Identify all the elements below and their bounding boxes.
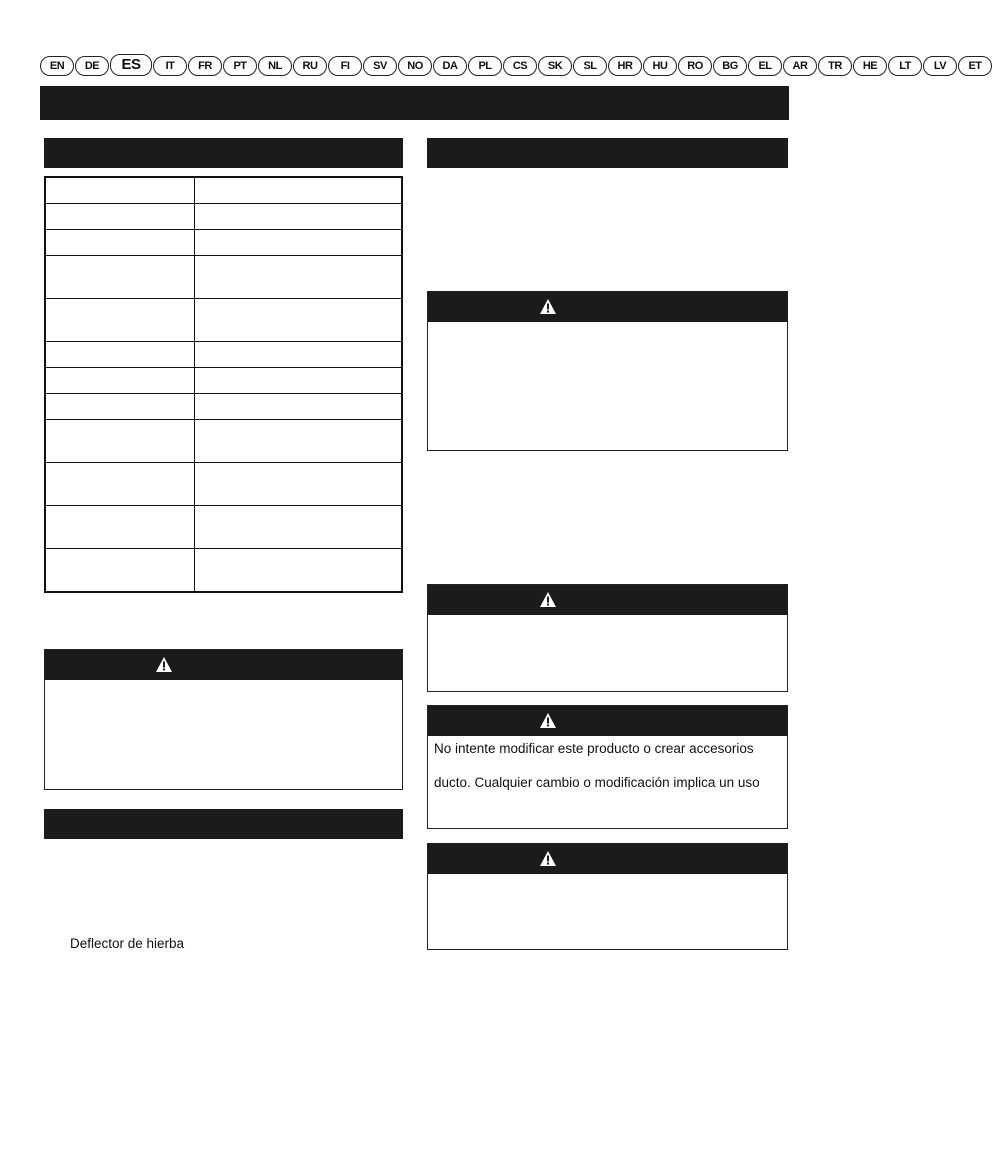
language-option-ar[interactable]: AR: [783, 56, 817, 76]
language-option-it[interactable]: IT: [153, 56, 187, 76]
section-header-bar: [427, 138, 788, 168]
language-option-nl[interactable]: NL: [258, 56, 292, 76]
language-option-en[interactable]: EN: [40, 56, 74, 76]
warning-triangle-icon: [155, 656, 173, 673]
warning-header: [428, 292, 787, 322]
language-option-pl[interactable]: PL: [468, 56, 502, 76]
warning-header: [428, 844, 787, 874]
warning-header: [428, 706, 787, 736]
warning-text-line: No intente modificar este producto o crear accesorios: [434, 741, 754, 756]
warning-triangle-icon: [539, 850, 557, 867]
language-option-fi[interactable]: FI: [328, 56, 362, 76]
language-option-sl[interactable]: SL: [573, 56, 607, 76]
warning-header: [428, 585, 787, 615]
language-option-hr[interactable]: HR: [608, 56, 642, 76]
specifications-header-bar: [44, 138, 403, 168]
warning-box: [44, 649, 403, 790]
language-option-bg[interactable]: BG: [713, 56, 747, 76]
language-option-de[interactable]: DE: [75, 56, 109, 76]
warning-box-modification: [427, 705, 788, 829]
table-row: [46, 256, 401, 299]
language-option-cs[interactable]: CS: [503, 56, 537, 76]
language-option-fr[interactable]: FR: [188, 56, 222, 76]
language-option-no[interactable]: NO: [398, 56, 432, 76]
table-row: [46, 230, 401, 256]
warning-text-line: ducto. Cualquier cambio o modificación implica un uso: [434, 775, 760, 790]
table-row: [46, 420, 401, 463]
language-option-sv[interactable]: SV: [363, 56, 397, 76]
language-selector: [40, 56, 992, 78]
warning-box: [427, 843, 788, 950]
language-option-sk[interactable]: SK: [538, 56, 572, 76]
language-option-ru[interactable]: RU: [293, 56, 327, 76]
language-option-he[interactable]: HE: [853, 56, 887, 76]
warning-box: [427, 584, 788, 692]
language-option-tr[interactable]: TR: [818, 56, 852, 76]
table-row: [46, 368, 401, 394]
table-row: [46, 342, 401, 368]
language-option-el[interactable]: EL: [748, 56, 782, 76]
language-option-pt[interactable]: PT: [223, 56, 257, 76]
table-row: [46, 463, 401, 506]
warning-header: [45, 650, 402, 680]
specifications-table: [44, 176, 403, 593]
language-option-da[interactable]: DA: [433, 56, 467, 76]
language-option-es[interactable]: ES: [110, 54, 152, 76]
language-option-lv[interactable]: LV: [923, 56, 957, 76]
language-option-et[interactable]: ET: [958, 56, 992, 76]
language-option-hu[interactable]: HU: [643, 56, 677, 76]
table-row: [46, 506, 401, 549]
warning-triangle-icon: [539, 712, 557, 729]
section-header-bar: [44, 809, 403, 839]
warning-triangle-icon: [539, 591, 557, 608]
grass-deflector-label: Deflector de hierba: [70, 936, 185, 951]
warning-triangle-icon: [539, 298, 557, 315]
table-row: [46, 549, 401, 591]
table-row: [46, 204, 401, 230]
table-row: [46, 299, 401, 342]
table-row: [46, 394, 401, 420]
table-row: [46, 178, 401, 204]
page-header-bar: [40, 86, 789, 120]
language-option-ro[interactable]: RO: [678, 56, 712, 76]
warning-box: [427, 291, 788, 451]
language-option-lt[interactable]: LT: [888, 56, 922, 76]
